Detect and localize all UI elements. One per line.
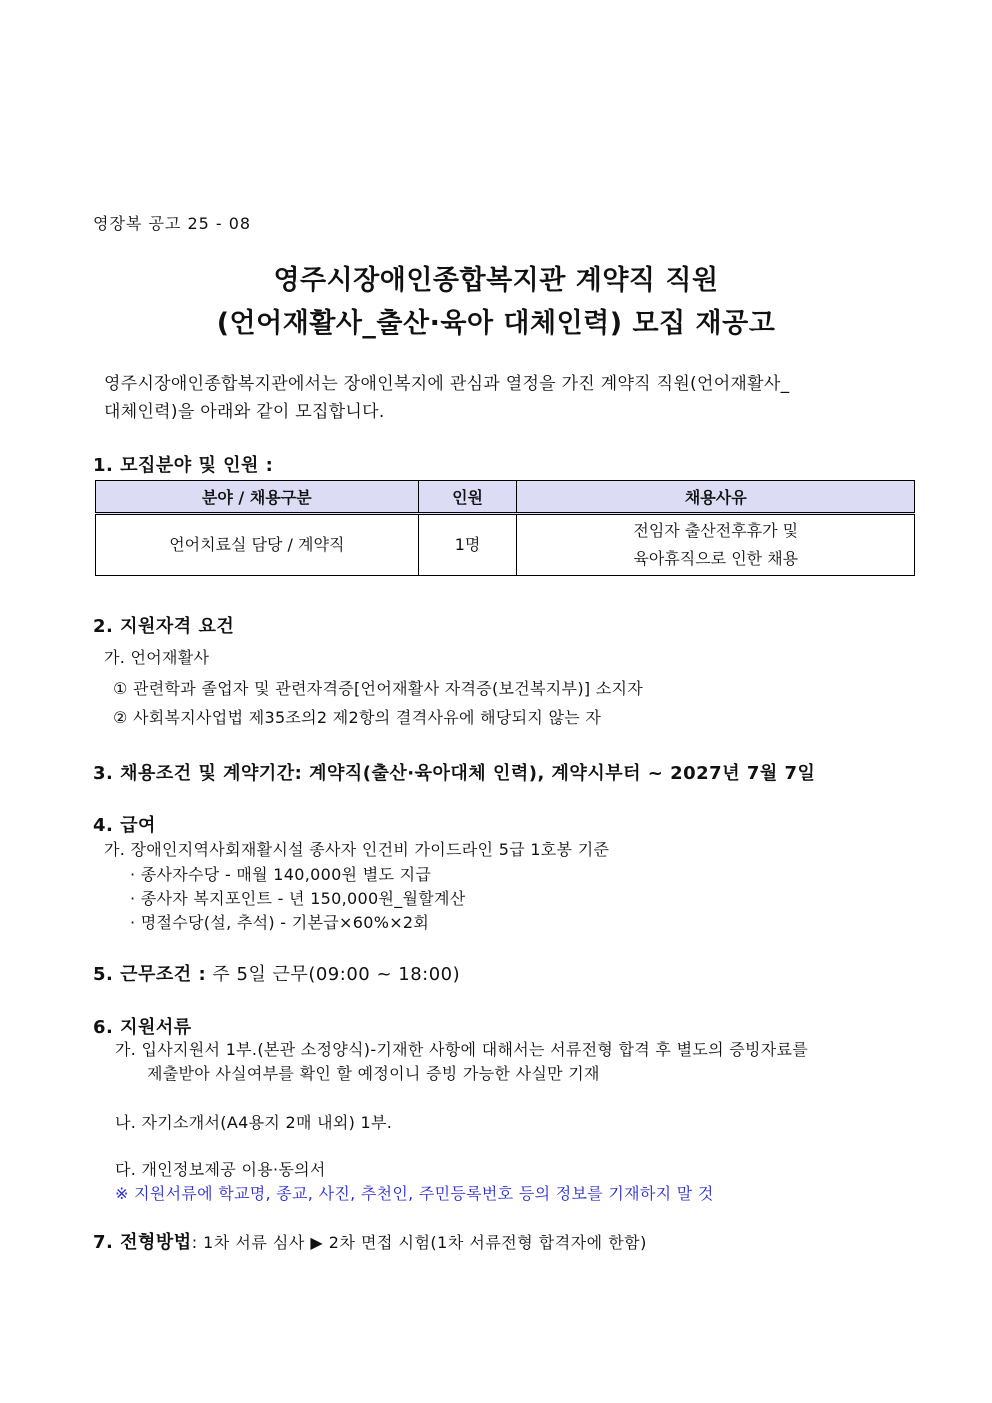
section6-warning: ※ 지원서류에 학교명, 종교, 사진, 추천인, 주민등록번호 등의 정보를 기재하지 말 것 [115, 1184, 714, 1203]
section1-heading: 1. 모집분야 및 인원 : [93, 455, 274, 476]
section4-heading: 4. 급여 [93, 815, 156, 836]
section7-heading [93, 1228, 647, 1254]
intro-line1: 영주시장애인종합복지관에서는 장애인복지에 관심과 열정을 가진 계약직 직원(언어재활사_ [104, 374, 790, 394]
reason-line1: 전임자 출산전후휴가 및 [633, 521, 799, 540]
header-field: 분야 / 채용구분 [96, 481, 419, 514]
header-reason: 채용사유 [517, 481, 915, 514]
cell-field: 언어치료실 담당 / 계약직 [96, 514, 419, 576]
notice-number: 영장복 공고 25 - 08 [93, 214, 252, 233]
section5-heading [93, 960, 460, 986]
table-header-row [96, 481, 915, 514]
document-title-line1: 영주시장애인종합복지관 계약직 직원 [273, 265, 719, 296]
section5-heading-rest: 주 5일 근무(09:00 ~ 18:00) [206, 964, 461, 985]
section6-heading: 6. 지원서류 [93, 1017, 192, 1038]
table-row [96, 514, 915, 576]
section7-heading-bold: 7. 전형방법 [93, 1232, 192, 1253]
section7-heading-rest: : 1차 서류 심사 ▶ 2차 면접 시험(1차 서류전형 합격자에 한함) [191, 1233, 647, 1252]
cell-count: 1명 [418, 514, 517, 576]
section2-item1: ① 관련학과 졸업자 및 관련자격증[언어재활사 자격증(보건복지부)] 소지자 [113, 679, 644, 698]
recruit-table [95, 480, 915, 576]
section2-heading: 2. 지원자격 요건 [93, 616, 235, 637]
section4-sub-a: 가. 장애인지역사회재활시설 종사자 인건비 가이드라인 5급 1호봉 기준 [104, 840, 610, 859]
header-count: 인원 [418, 481, 517, 514]
section6-item-c: 다. 개인정보제공 이용·동의서 [115, 1160, 326, 1179]
cell-reason [517, 514, 915, 576]
section6-item-a-line1: 가. 입사지원서 1부.(본관 소정양식)-기재한 사항에 대해서는 서류전형 합격 후 별도의 증빙자료를 [115, 1040, 808, 1059]
document-title-line2: (언어재활사_출산·육아 대체인력) 모집 재공고 [216, 308, 776, 339]
section5-heading-bold: 5. 근무조건 : [93, 964, 207, 985]
section4-bullet1: · 종사자수당 - 매월 140,000원 별도 지급 [130, 865, 432, 884]
section4-bullet3: · 명절수당(설, 추석) - 기본급×60%×2회 [130, 913, 430, 932]
reason-line2: 육아휴직으로 인한 채용 [633, 549, 799, 568]
section2-sub-a: 가. 언어재활사 [104, 648, 210, 667]
section6-item-b: 나. 자기소개서(A4용지 2매 내외) 1부. [115, 1113, 393, 1132]
section4-bullet2: · 종사자 복지포인트 - 년 150,000원_월할계산 [130, 889, 466, 908]
intro-line2: 대체인력)을 아래와 같이 모집합니다. [104, 402, 385, 422]
section3-heading: 3. 채용조건 및 계약기간: 계약직(출산·육아대체 인력), 계약시부터 ~ 2027년 7월 7일 [93, 763, 816, 784]
section6-item-a-line2: 제출받아 사실여부를 확인 할 예정이니 증빙 가능한 사실만 기재 [147, 1064, 600, 1083]
section2-item2: ② 사회복지사업법 제35조의2 제2항의 결격사유에 해당되지 않는 자 [113, 708, 602, 727]
